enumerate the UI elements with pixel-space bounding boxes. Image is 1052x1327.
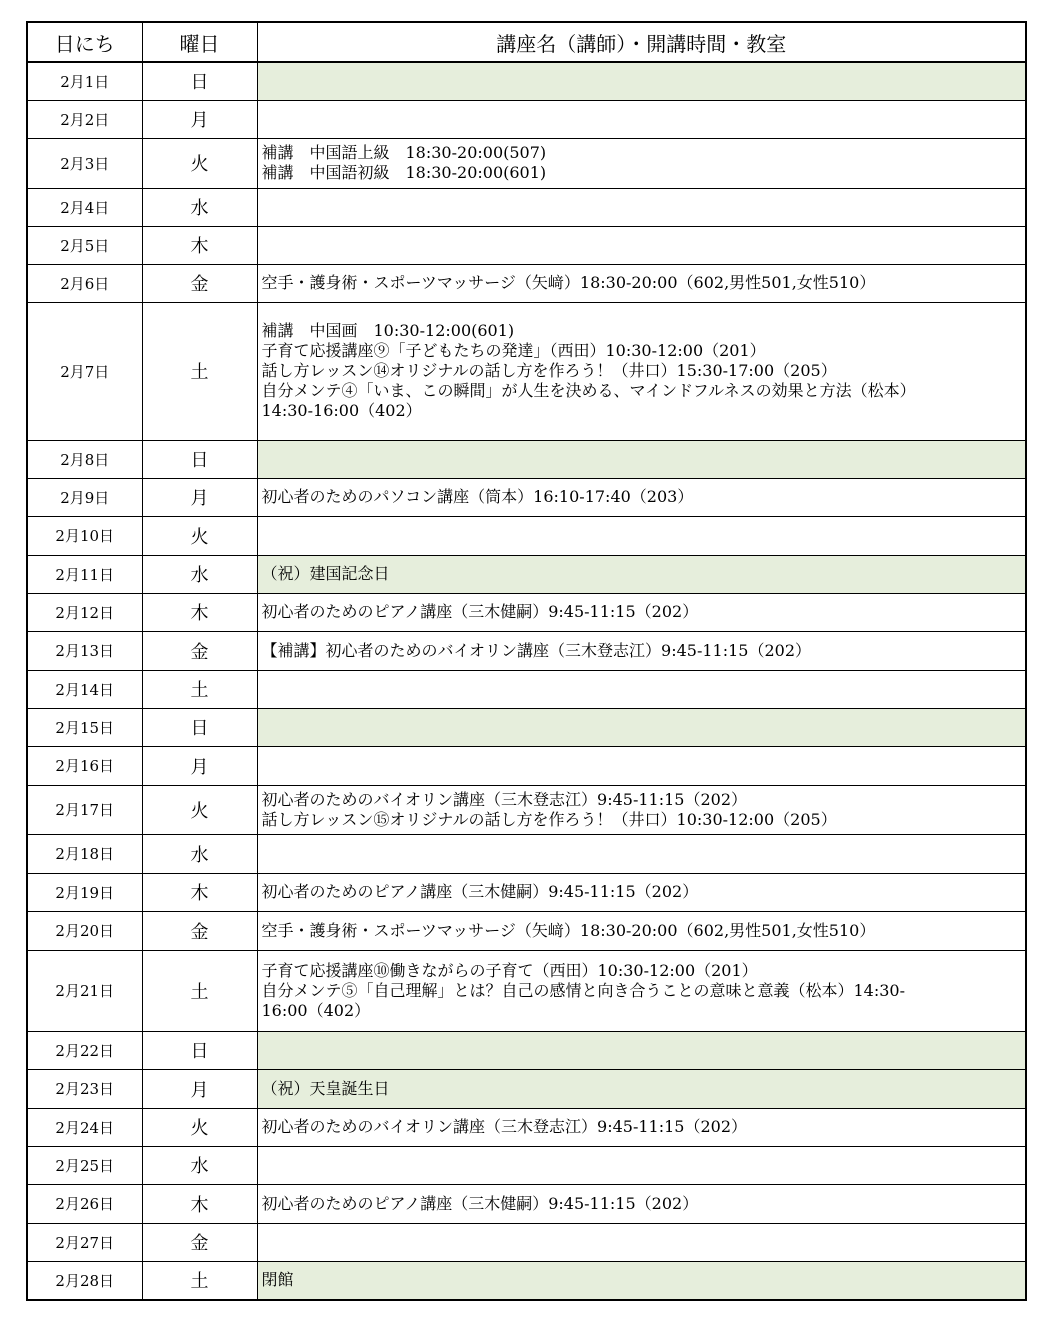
content-cell: [257, 631, 1026, 670]
day-of-week-cell: 日: [142, 440, 257, 478]
course-line: 閉館: [261, 1270, 294, 1290]
course-line: 子育て応援講座⑩働きながらの子育て（西田）10:30-12:00（201）: [261, 960, 758, 980]
table-row: [27, 1108, 1026, 1146]
course-line: 空手・護身術・スポーツマッサージ（矢﨑）18:30-20:00（602,男性501,女性510）: [261, 273, 876, 292]
course-line: 【補講】初心者のためのバイオリン講座（三木登志江）9:45-11:15（202）: [261, 640, 812, 660]
table-row: [27, 593, 1026, 631]
course-line: 初心者のためのパソコン講座（筒本）16:10-17:40（203）: [261, 487, 694, 506]
content-cell: [257, 1108, 1026, 1146]
day-of-week-cell: 日: [142, 62, 257, 100]
day-of-week-cell: 水: [142, 555, 257, 593]
header-row: [27, 22, 1026, 62]
day-of-week-cell: 土: [142, 1261, 257, 1300]
table-row: [27, 950, 1026, 1031]
table-row: [27, 302, 1026, 440]
table-row: [27, 100, 1026, 138]
content-cell: [257, 100, 1026, 138]
day-of-week-cell: 金: [142, 631, 257, 670]
content-cell: [257, 1069, 1026, 1108]
day-of-week-cell: 月: [142, 746, 257, 785]
date-cell: 2月4日: [27, 188, 142, 226]
date-cell: 2月13日: [27, 631, 142, 670]
table-row: [27, 478, 1026, 516]
day-of-week-cell: 火: [142, 1108, 257, 1146]
date-cell: 2月28日: [27, 1261, 142, 1300]
content-cell: [257, 1146, 1026, 1184]
content-cell: [257, 516, 1026, 555]
header-content: 講座名（講師）・開講時間・教室: [257, 22, 1026, 62]
date-cell: 2月8日: [27, 440, 142, 478]
table-row: [27, 62, 1026, 100]
day-of-week-cell: 土: [142, 670, 257, 708]
course-line: 子育て応援講座⑨「子どもたちの発達」（西田）10:30-12:00（201）: [261, 341, 766, 360]
content-cell: [257, 226, 1026, 264]
table-row: [27, 708, 1026, 746]
course-line: 自分メンテ⑤「自己理解」とは？自己の感情と向き合うことの意味と意義（松本）14:30-: [261, 980, 906, 1000]
content-cell: [257, 1223, 1026, 1261]
content-cell: [257, 873, 1026, 911]
day-of-week-cell: 水: [142, 188, 257, 226]
date-cell: 2月1日: [27, 62, 142, 100]
table-row: [27, 440, 1026, 478]
content-cell: [257, 1184, 1026, 1223]
schedule-table: [26, 21, 1027, 1301]
day-of-week-cell: 月: [142, 478, 257, 516]
content-cell: [257, 440, 1026, 478]
day-of-week-cell: 木: [142, 593, 257, 631]
date-cell: 2月2日: [27, 100, 142, 138]
day-of-week-cell: 木: [142, 873, 257, 911]
content-cell: [257, 746, 1026, 785]
course-line: 初心者のためのバイオリン講座（三木登志江）9:45-11:15（202）: [261, 1117, 748, 1136]
date-cell: 2月19日: [27, 873, 142, 911]
course-line: 補講 中国語初級 18:30-20:00(601): [261, 163, 547, 182]
content-cell: [257, 834, 1026, 873]
table-row: [27, 138, 1026, 188]
date-cell: 2月24日: [27, 1108, 142, 1146]
content-cell: [257, 593, 1026, 631]
date-cell: 2月26日: [27, 1184, 142, 1223]
content-cell: [257, 708, 1026, 746]
day-of-week-cell: 金: [142, 264, 257, 302]
date-cell: 2月5日: [27, 226, 142, 264]
course-line: 初心者のためのピアノ講座（三木健嗣）9:45-11:15（202）: [261, 602, 699, 621]
content-cell: [257, 785, 1026, 834]
table-row: [27, 1184, 1026, 1223]
content-cell: [257, 138, 1026, 188]
course-line: 初心者のためのピアノ講座（三木健嗣）9:45-11:15（202）: [261, 882, 699, 901]
table-row: [27, 1261, 1026, 1300]
day-of-week-cell: 木: [142, 1184, 257, 1223]
content-cell: [257, 264, 1026, 302]
day-of-week-cell: 日: [142, 708, 257, 746]
course-line: 16:00（402）: [261, 1000, 371, 1020]
course-line: 空手・護身術・スポーツマッサージ（矢﨑）18:30-20:00（602,男性501,女性510）: [261, 920, 876, 940]
table-row: [27, 188, 1026, 226]
table-row: [27, 834, 1026, 873]
header-day-of-week: 曜日: [142, 22, 257, 62]
course-line: 話し方レッスン⑮オリジナルの話し方を作ろう！（井口）10:30-12:00（205）: [261, 809, 837, 829]
date-cell: 2月7日: [27, 302, 142, 440]
table-row: [27, 1069, 1026, 1108]
date-cell: 2月9日: [27, 478, 142, 516]
table-row: [27, 631, 1026, 670]
day-of-week-cell: 火: [142, 785, 257, 834]
content-cell: [257, 302, 1026, 440]
table-row: [27, 264, 1026, 302]
table-row: [27, 911, 1026, 950]
day-of-week-cell: 土: [142, 950, 257, 1031]
day-of-week-cell: 土: [142, 302, 257, 440]
day-of-week-cell: 金: [142, 911, 257, 950]
day-of-week-cell: 金: [142, 1223, 257, 1261]
date-cell: 2月10日: [27, 516, 142, 555]
content-cell: [257, 188, 1026, 226]
date-cell: 2月17日: [27, 785, 142, 834]
day-of-week-cell: 水: [142, 834, 257, 873]
date-cell: 2月18日: [27, 834, 142, 873]
table-row: [27, 1031, 1026, 1069]
day-of-week-cell: 火: [142, 138, 257, 188]
course-line: （祝）建国記念日: [261, 564, 390, 583]
content-cell: [257, 1261, 1026, 1300]
course-line: 話し方レッスン⑭オリジナルの話し方を作ろう！（井口）15:30-17:00（205）: [261, 361, 837, 380]
course-line: 初心者のためのバイオリン講座（三木登志江）9:45-11:15（202）: [261, 789, 748, 809]
table-row: [27, 1146, 1026, 1184]
course-line: 初心者のためのピアノ講座（三木健嗣）9:45-11:15（202）: [261, 1193, 699, 1213]
course-line: 補講 中国語上級 18:30-20:00(507): [261, 143, 547, 162]
content-cell: [257, 478, 1026, 516]
header-date: 日にち: [27, 22, 142, 62]
content-cell: [257, 1031, 1026, 1069]
date-cell: 2月11日: [27, 555, 142, 593]
course-line: 補講 中国画 10:30-12:00(601): [261, 321, 515, 340]
content-cell: [257, 62, 1026, 100]
table-row: [27, 226, 1026, 264]
day-of-week-cell: 月: [142, 1069, 257, 1108]
course-line: 自分メンテ④「いま、この瞬間」が人生を決める、マインドフルネスの効果と方法（松本）: [261, 381, 916, 400]
table-row: [27, 785, 1026, 834]
content-cell: [257, 555, 1026, 593]
content-cell: [257, 950, 1026, 1031]
date-cell: 2月6日: [27, 264, 142, 302]
table-row: [27, 873, 1026, 911]
date-cell: 2月3日: [27, 138, 142, 188]
table-row: [27, 670, 1026, 708]
day-of-week-cell: 月: [142, 100, 257, 138]
date-cell: 2月16日: [27, 746, 142, 785]
content-cell: [257, 911, 1026, 950]
date-cell: 2月21日: [27, 950, 142, 1031]
day-of-week-cell: 木: [142, 226, 257, 264]
date-cell: 2月12日: [27, 593, 142, 631]
table-row: [27, 1223, 1026, 1261]
date-cell: 2月27日: [27, 1223, 142, 1261]
day-of-week-cell: 火: [142, 516, 257, 555]
schedule-body: [27, 62, 1026, 1300]
date-cell: 2月25日: [27, 1146, 142, 1184]
course-line: 14:30-16:00（402）: [261, 401, 422, 420]
table-row: [27, 555, 1026, 593]
course-line: （祝）天皇誕生日: [261, 1078, 390, 1098]
date-cell: 2月15日: [27, 708, 142, 746]
table-row: [27, 746, 1026, 785]
content-cell: [257, 670, 1026, 708]
day-of-week-cell: 日: [142, 1031, 257, 1069]
date-cell: 2月14日: [27, 670, 142, 708]
date-cell: 2月23日: [27, 1069, 142, 1108]
table-row: [27, 516, 1026, 555]
date-cell: 2月20日: [27, 911, 142, 950]
date-cell: 2月22日: [27, 1031, 142, 1069]
day-of-week-cell: 水: [142, 1146, 257, 1184]
